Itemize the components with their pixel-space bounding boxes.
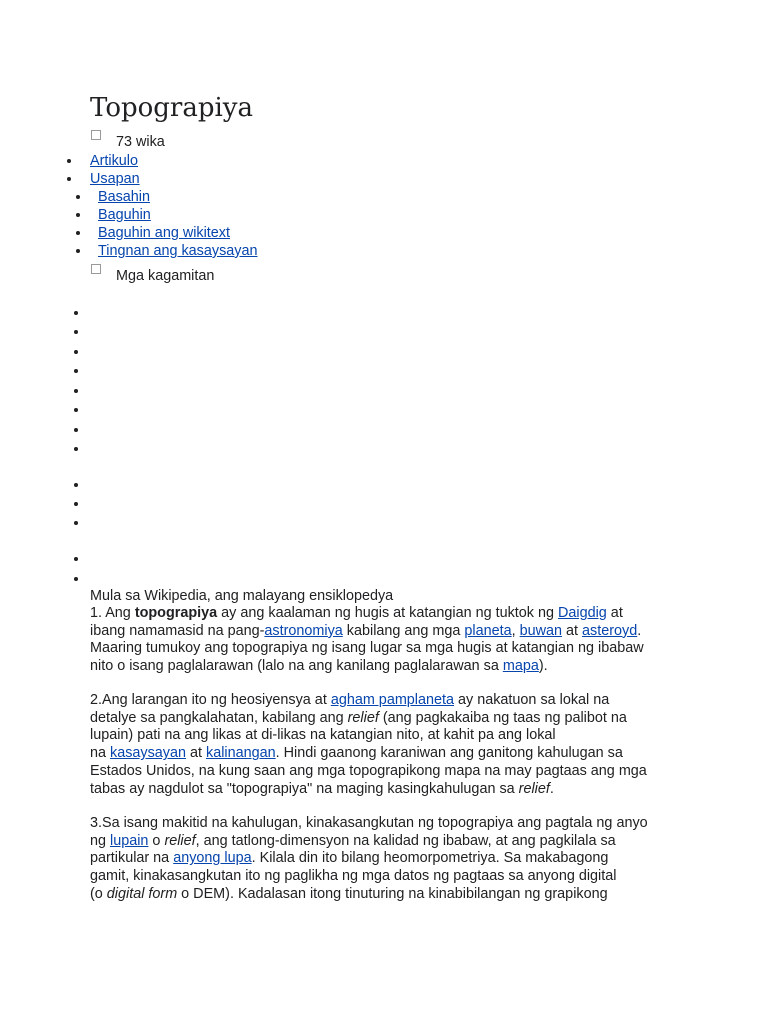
text: at [186, 745, 207, 762]
text: ng [90, 832, 111, 849]
tab-basahin[interactable]: Basahin [98, 189, 151, 205]
text-line: gamit, kinakasangkutan ito ng paglikha ng mga datos ng pagtaas sa anyong digital [90, 868, 617, 885]
empty-list-item[interactable] [74, 389, 78, 393]
text: 1. Ang [90, 605, 135, 621]
empty-list-item[interactable] [74, 369, 78, 373]
text: 2.Ang larangan ito ng heosiyensya at [90, 692, 331, 708]
tab-kasaysayan[interactable]: Tingnan ang kasaysayan [98, 243, 258, 259]
empty-list-item[interactable] [74, 557, 78, 561]
text: . [637, 622, 642, 639]
italic-term: relief [347, 709, 379, 726]
empty-list-item[interactable] [74, 502, 78, 506]
text-line: Estados Unidos, na kung saan ang mga topograpikong mapa na may pagtaas ang mga [90, 762, 647, 779]
text: . Kilala din ito bilang heomorpometriya. Sa makabagong [251, 850, 609, 867]
text: na [90, 745, 111, 762]
empty-list-item[interactable] [74, 330, 78, 334]
link-kalinangan[interactable]: kalinangan [206, 745, 276, 762]
italic-term: relief [164, 832, 196, 849]
languages-checkbox[interactable] [91, 130, 101, 140]
text: (ang pagkakaiba ng taas ng palibot na [378, 709, 627, 726]
link-kasaysayan[interactable]: kasaysayan [110, 745, 187, 762]
text: (o [90, 885, 107, 902]
link-astronomiya[interactable]: astronomiya [264, 622, 343, 639]
link-buwan[interactable]: buwan [519, 622, 563, 639]
text: ay nakatuon sa lokal na [454, 692, 610, 708]
tools-checkbox[interactable] [91, 264, 101, 274]
bullet-icon [76, 195, 80, 199]
empty-list-item[interactable] [74, 577, 78, 581]
bullet-icon [76, 213, 80, 217]
text: tabas ay nagdulot sa "topograpiya" na maging kasingkahulugan sa [90, 780, 519, 797]
paragraph-1 [90, 605, 690, 676]
text: kabilang ang mga [342, 622, 465, 639]
link-agham-pamplaneta[interactable]: agham pamplaneta [330, 692, 455, 708]
empty-list-item[interactable] [74, 428, 78, 432]
tab-baguhin[interactable]: Baguhin [98, 207, 151, 223]
text: partikular na [90, 850, 174, 867]
link-lupain[interactable]: lupain [110, 832, 149, 849]
empty-list-item[interactable] [74, 408, 78, 412]
text-line: 3.Sa isang makitid na kahulugan, kinakasangkutan ng topograpiya ang pagtala ng anyo [90, 815, 648, 831]
link-daigdig[interactable]: Daigdig [558, 605, 607, 621]
text: . Hindi gaanong karaniwan ang ganitong kahulugan sa [275, 745, 623, 762]
text: ay ang kaalaman ng hugis at katangian ng tuktok ng [217, 605, 558, 621]
text: at [562, 622, 583, 639]
bold-term: topograpiya [134, 605, 218, 621]
text: , [511, 622, 520, 639]
languages-button[interactable]: 73 wika [116, 134, 165, 150]
tab-artikulo[interactable]: Artikulo [90, 153, 138, 169]
empty-list-item[interactable] [74, 447, 78, 451]
empty-list-item[interactable] [74, 350, 78, 354]
bullet-icon [67, 159, 71, 163]
link-planeta[interactable]: planeta [464, 622, 512, 639]
site-tagline: Mula sa Wikipedia, ang malayang ensiklopedya [90, 588, 394, 604]
text: at [606, 605, 623, 621]
link-asteroyd[interactable]: asteroyd [582, 622, 638, 639]
paragraph-2 [90, 692, 690, 798]
text: o [148, 832, 165, 849]
italic-term: digital form [106, 885, 178, 902]
empty-list-item[interactable] [74, 521, 78, 525]
tools-button[interactable]: Mga kagamitan [116, 268, 215, 284]
text-line: Maaring tumukoy ang topograpiya ng isang lugar sa mga hugis at katangian ng ibabaw [90, 640, 644, 657]
text-line: lupain) pati na ang likas at di-likas na katangian nito, at kahit pa ang lokal [90, 727, 556, 744]
italic-term: relief [518, 780, 550, 797]
link-anyong-lupa[interactable]: anyong lupa [173, 850, 252, 867]
empty-list-item[interactable] [74, 483, 78, 487]
text: detalye sa pangkalahatan, kabilang ang [90, 709, 348, 726]
empty-list-item[interactable] [74, 311, 78, 315]
text: ). [538, 658, 548, 675]
text: . [549, 780, 554, 797]
tab-usapan[interactable]: Usapan [90, 171, 140, 187]
link-mapa[interactable]: mapa [502, 658, 539, 675]
text: , ang tatlong-dimensyon na kalidad ng ibabaw, at ang pagkilala sa [195, 832, 616, 849]
text: nito o isang paglalarawan (lalo na ang kanilang paglalarawan sa [90, 658, 503, 675]
text: o DEM). Kadalasan itong tinuturing na kinabibilangan ng grapikong [177, 885, 608, 902]
bullet-icon [76, 249, 80, 253]
page-title: Topograpiya [90, 93, 253, 123]
bullet-icon [76, 231, 80, 235]
paragraph-3 [90, 815, 690, 904]
tab-baguhin-wikitext[interactable]: Baguhin ang wikitext [98, 225, 230, 241]
bullet-icon [67, 177, 71, 181]
text: ibang namamasid na pang- [90, 622, 265, 639]
